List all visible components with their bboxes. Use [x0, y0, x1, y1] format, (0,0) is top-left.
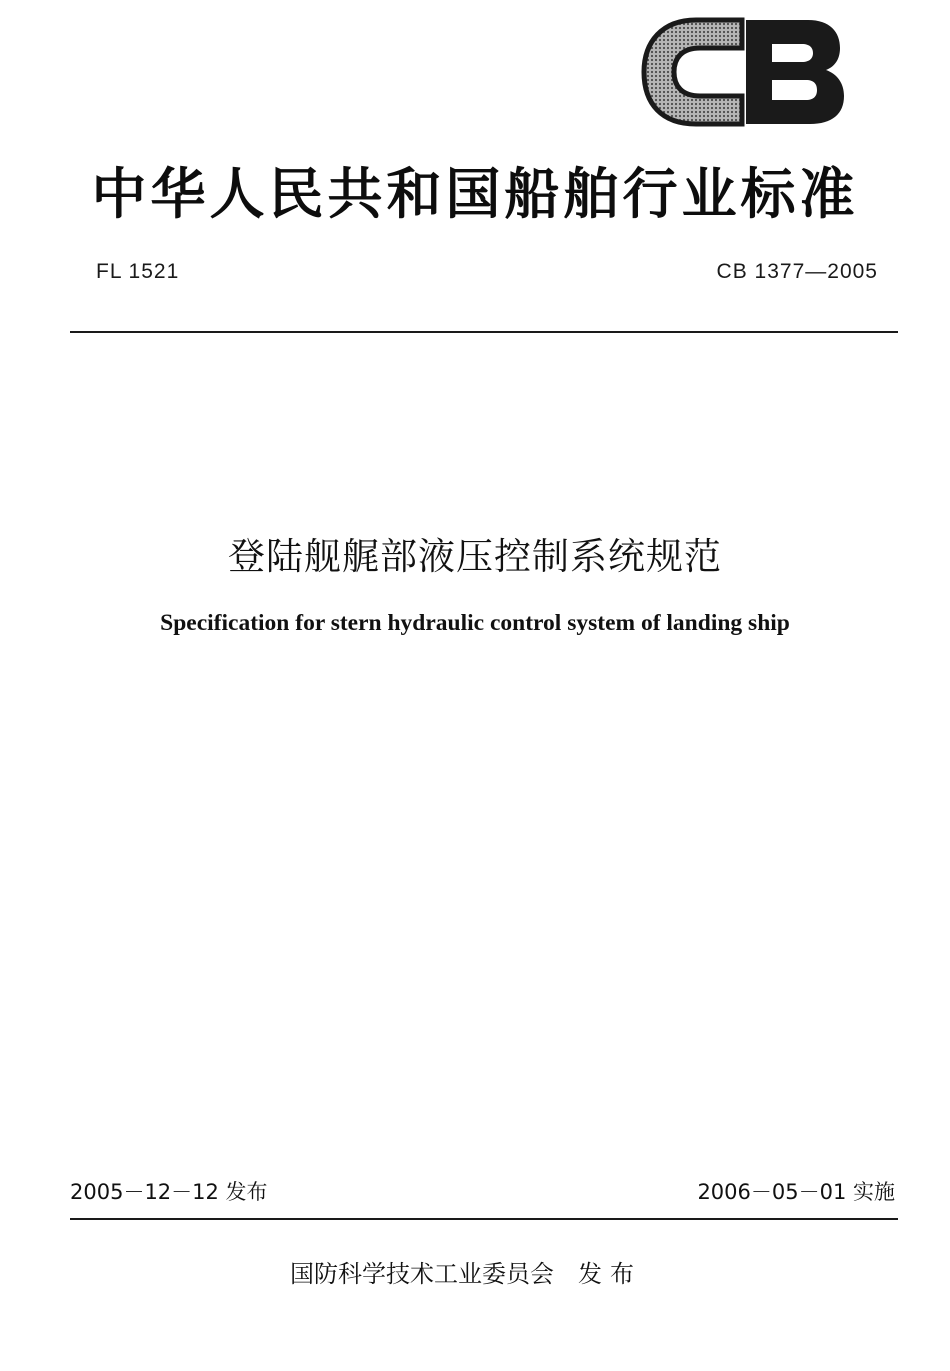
document-title-chinese: 登陆舰艉部液压控制系统规范 [228, 535, 722, 578]
document-title-english: Specification for stern hydraulic control system of landing ship [160, 610, 790, 636]
logo-letter-c [644, 20, 742, 124]
issue-date: 2005－12－12 发布 [70, 1180, 268, 1204]
publisher-name: 国防科学技术工业委员会 [290, 1260, 554, 1288]
implementation-date: 2006－05－01 实施 [697, 1180, 895, 1204]
standard-category-title: 中华人民共和国船舶行业标准 [91, 162, 859, 226]
cb-logo-icon [638, 14, 850, 130]
logo-letter-b [746, 20, 844, 124]
standard-number: CB 1377—2005 [716, 260, 878, 283]
publisher-line [290, 1254, 642, 1289]
classification-code: FL 1521 [96, 260, 180, 283]
publish-action: 发布 [578, 1260, 642, 1288]
footer-divider [70, 1218, 898, 1220]
header-divider [70, 331, 898, 333]
